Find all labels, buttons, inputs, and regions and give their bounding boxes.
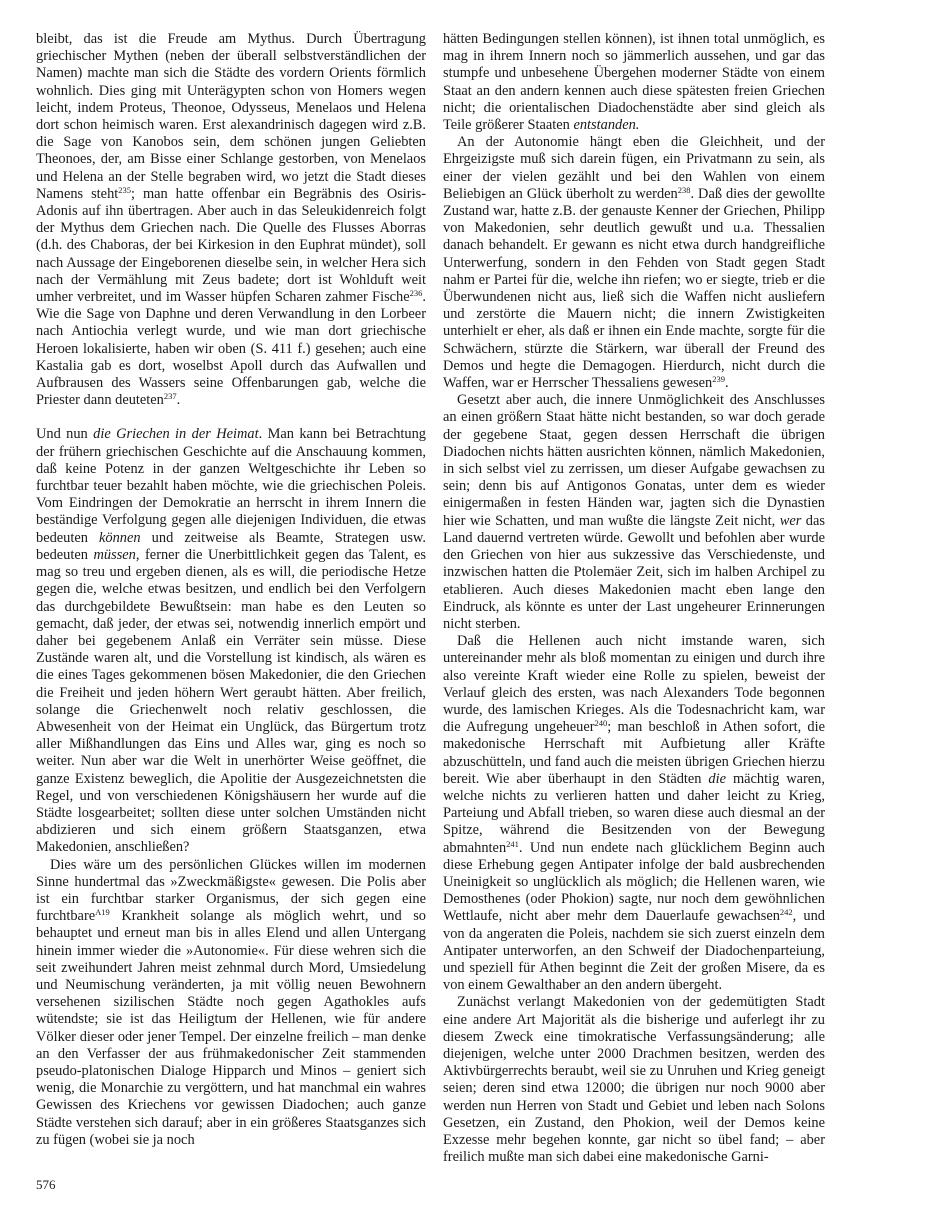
- emphasis-text: die Griechen in der Heimat: [93, 426, 259, 443]
- footnote-ref: 242: [779, 907, 793, 918]
- text-run: Krankheit solange als möglich wehrt, und so behauptet und erneut man bis in alles Elend und allen Untergang hinein immer wieder die »Autonomie«. Für diese wehren sich die seit zweihundert Jahren meist zehnmal durch Mord, Umsiedelung und Neumischung veränderten, ja mit völlig neuen Bewohnern versehenen sizilischen Städte noch gegen Agathokles aufs wütendste; sie ist das Heiligtum der Hellenen, wie für andere Völker dieser oder jener Tempel. Der einzelne freilich – man denke an den Verfasser der aus frühmakedonischer Zeit stammenden pseudo-platonischen Dialoge Hipparch und Minos – geniert sich wenig, die Monarchie zu vergöttern, und hat manchmal ein wahres Gewissen des Kriechens vor gewissen Diadochen; auch ganze Städte verstehen sich darauf; aber in ein größeres Staatsganzes sich zu fügen (wobei sie ja noch: [36, 908, 426, 1148]
- text-run: . Und nun endete nach glücklichem Beginn auch diese Erhebung gegen Antipater infolge der bald ausbrechenden Uneinigkeit so unglücklich als möglich; die Hellenen waren, wie Demosthenes (oder Phokion) sagte, nur noch dem gewöhnlichen Wettlaufe, nicht aber mehr dem Dauerlaufe gewachsen: [443, 839, 825, 925]
- text-run: das Land dauernd vertreten würde. Gewollt und befohlen aber wurde den Griechen von hier aus sukzessive das Verschiedenste, und inzwischen hatten die Ptolemäer Zeit, sich im halben Archipel zu etablieren. Auch dieses Makedonien macht eben lange den Eindruck, als könnte es unter der Last ungeheurer Erinnerungen nicht sterben.: [443, 512, 825, 632]
- text-run: . Daß dies der gewollte Zustand war, hatte z.B. der genauste Kenner der Griechen, Philipp von Makedonien, sehr deutlich gewußt und u.a. Thessalien danach behandelt. Er gewann es nicht etwa durch handgreifliche Unterwerfung, sondern in den Fehden von Stadt gegen Stadt nahm er Partei für die, welche ihn riefen; wo er siegte, trieb er die Überwundenen nicht aus, ließ sich die Waffen nicht ausliefern und zerstörte die Mauern nicht; die innern Zwistigkeiten unterhielt er eher, als daß er ihnen ein Ende machte, sorgte für die Schwächern, stürzte die Stärkern, war überall der Freund des Demos und hegte die Demagogen. Hierdurch, nicht durch die Waffen, war er Herrscher Thessaliens gewesen: [443, 185, 825, 392]
- footnote-ref: 238: [677, 184, 691, 195]
- emphasis-text: die: [708, 770, 727, 787]
- text-run: ; man hatte offenbar ein Begräbnis des Osiris-Adonis auf ihn übertragen. Aber auch in das Seleukidenreich folgt der Mythus dem Griechen nach. Die Quelle des Flusses Aborras (d.h. des Chaboras, der bei Kirkesion in den Euphrat mündet), soll nach Aussage der Eingeborenen dieselbe sein, in welcher Hera sich nach der Vermählung mit Zeus badete; dort ist Wohlduft weit umher verbreitet, und im Wasser hüpfen Scharen zahmer Fische: [36, 185, 426, 306]
- page-number: 576: [36, 1177, 56, 1192]
- paragraph: [443, 994, 825, 1166]
- text-run: Dies wäre um des persönlichen Glückes willen im modernen Sinne hundertmal das »Zweckmäßigste« gewesen. Die Polis aber ist ein furchtbar starker Organismus, der sich gegen eine furchtbare: [36, 856, 426, 925]
- text-run: An der Autonomie hängt eben die Gleichheit, und der Ehrgeizigste muß sich darein fügen, ein Privatmann zu sein, als einer der vielen gezählt und bei den Wahlen von einem Beliebigen an Glück überholt zu werden: [443, 134, 825, 202]
- right-column: [443, 31, 825, 1166]
- left-column: [36, 31, 426, 1149]
- text-run: , und von da angeraten die Poleis, nachdem sie sich zuerst einzeln dem Antipater unterworfen, an den Schweif der Diadochenparteiung, und speziell für Athen beginnt die Zeit der großen Misere, da es von einem Gewalthaber an den andern übergeht.: [443, 908, 825, 994]
- paragraph: [443, 134, 825, 392]
- paragraph: [36, 426, 426, 856]
- text-run: ferner die Unerbittlichkeit gegen das Talent, es mag so treu und ergeben dienen, als es will, die periodische Hetze gegen die, welche etwas besitzen, und endlich bei den Verfolgern das durchgebildete Bewußtsein: man habe es den Leuten so gemacht, daß jeder, der etwas sei, notwendig innerlich empört und daher bei gegebenem Anlaß ein Verräter sein müsse. Diese Zustände waren alt, und die Vorstellung ist kindisch, als wären es die eines Tages gekommenen bösen Makedonier, die den Griechen die Freiheit und jeden höhern Wert geraubt hätten. Aber freilich, solange die Griechenwelt noch relativ geschlossen, die Abwesenheit von der Heimat ein Unglück, das Bürgertum trotz aller Mißhandlungen das Eins und Alles war, ging es noch so weiter. Nun aber war die Welt in unerhörter Weise geöffnet, die ganze Existenz beweglich, die Apolitie der Ausgezeichnetsten die Regel, und von verschiedenen Königshäusern her wurde auf die Städte losgearbeitet; sollten diese unter solchen Umständen nicht abdizieren und sich einem größern Staatsganzen, etwa Makedonien, anschließen?: [36, 546, 426, 856]
- footnote-ref: 235: [118, 184, 132, 195]
- emphasis-text: können: [99, 529, 141, 546]
- text-run: hätten Bedingungen stellen können), ist ihnen total unmöglich, es mag in ihrem Innern noch so jämmerlich aussehen, und gar das stumpfe und unbesehene Übergehen moderner Städte von einem Staat an den andern kennen auch diese spätesten freien Griechen nicht; die orientalischen Diadochenstädte aber sind gleich als Teile größerer Staaten: [443, 31, 825, 134]
- paragraph: [36, 857, 426, 1149]
- text-run: . Man kann bei Betrachtung der frühern griechischen Geschichte auf die Anschauung kommen, daß keine Potenz in der ganzen Weltgeschichte ihr Leben so furchtbar teuer bezahlt haben möchte, wie die griechischen Poleis. Vom Eindringen der Demokratie an herrscht in ihrem Innern die beständige Verfolgung gegen alle diejenigen Individuen, die etwas bedeuten: [36, 426, 426, 546]
- footnote-ref: 240: [594, 718, 608, 729]
- footnote-ref: 236: [409, 288, 423, 299]
- text-run: Und nun: [36, 426, 94, 443]
- paragraph: [443, 633, 825, 994]
- text-run: bleibt, das ist die Freude am Mythus. Durch Übertragung griechischer Mythen (neben der überall selbstverständlichen der Namen) machte man sich die Städte des vordern Orients förmlich wohnlich. Dies ging mit Unterägypten schon von Homers wegen leicht, indem Proteus, Theonoe, Odysseus, Menelaos und Helena dort schon heimisch waren. Erst alexandrinisch dagegen wird z.B. die Sage von Kanobos sein, dem schönen jungen Geliebten Theonoes, der, am Bisse einer Schlange gestorben, von Menelaos und Helena an der Stelle begraben wird, wo jetzt die Stadt dieses Namens steht: [36, 31, 426, 202]
- emphasis-text: entstanden.: [573, 117, 640, 134]
- footnote-ref: 239: [712, 374, 725, 385]
- paragraph: [443, 31, 825, 134]
- text-run: . Wie die Sage von Daphne und deren Verwandlung in den Lorbeer nach Antiochia verlegt wurde, und wie man dort griechische Heroen lokalisierte, haben wir oben (S. 411 f.) gesehen; auch eine Kastalia gab es dort, woselbst Apoll durch das Aufwallen und Aufbrausen des Wassers seine Offenbarungen gab, welche die Priester dann deuteten: [36, 289, 426, 409]
- footnote-ref: 241: [506, 838, 519, 849]
- text-run: ; man beschloß in Athen sofort, die makedonische Herrschaft mit Aufbietung aller Kräfte abzuschütteln, und fand auch die meisten übrigen Griechen hierzu bereit. Wie aber überhaupt in den Städten: [443, 719, 825, 787]
- text-run: und zeitweise als Beamte, Strategen usw. bedeuten: [36, 529, 426, 563]
- text-run: mächtig waren, welche nichts zu verlieren hatten und daher leicht zu Krieg, Parteiung und Abfall trieben, so waren diese auch diesmal an der Spitze, während die Besitzenden von der Bewegung abmahnten: [443, 770, 825, 856]
- footnote-ref: A19: [95, 907, 110, 918]
- text-run: .: [176, 392, 181, 409]
- paragraph: [443, 392, 825, 633]
- text-run: .: [724, 375, 729, 392]
- text-run: Zunächst verlangt Makedonien von der gedemütigten Stadt eine andere Art Majorität als die bisherige und auferlegt ihr zu diesem Zweck eine timokratische Verfassungsänderung; alle diejenigen, welche unter 2000 Drachmen besitzen, werden des Aktivbürgerrechts beraubt, weil sie zu Unruhen und Krieg geneigt seien; deren sind etwa 12000; die übrigen nur noch 9000 aber werden nun Herren von Stadt und Gebiet und leben nach Solons Gesetzen, ein Zustand, den Phokion, weil der Demos keine Exzesse mehr begehen konnte, gar nicht so übel fand; – aber freilich mußte man sich dabei eine makedonische Garni-: [443, 994, 825, 1166]
- emphasis-text: müssen,: [93, 546, 140, 563]
- emphasis-text: wer: [779, 512, 802, 529]
- paragraph: [36, 31, 426, 409]
- footnote-ref: 237: [163, 391, 177, 402]
- text-run: Daß die Hellenen auch nicht imstande waren, sich untereinander mehr als bloß momentan zu einigen und durch ihre also vereinte Kraft wieder eine Rolle zu spielen, beweist der Verlauf gleich des ersten, was nach Alexanders Tode begonnen wurde, des lamischen Krieges. Als die Todesnachricht kam, war die Aufregung ungeheuer: [443, 633, 825, 736]
- text-run: Gesetzt aber auch, die innere Unmöglichkeit des Anschlusses an einen größern Staat hätte nicht bestanden, so war doch gerade der gegebene Staat, gegen dessen Herrschaft die übrigen Diadochen nichts hätten ausrichten können, nämlich Makedonien, in sich selbst viel zu zerrissen, um dieser Aufgabe gewachsen zu sein; denn bis auf Antigonos Gonatas, unter dem es wieder einigermaßen in festen Händen war, jagten sich die Dynastien hier wie Schatten, und man wußte die längste Zeit nicht,: [443, 392, 825, 529]
